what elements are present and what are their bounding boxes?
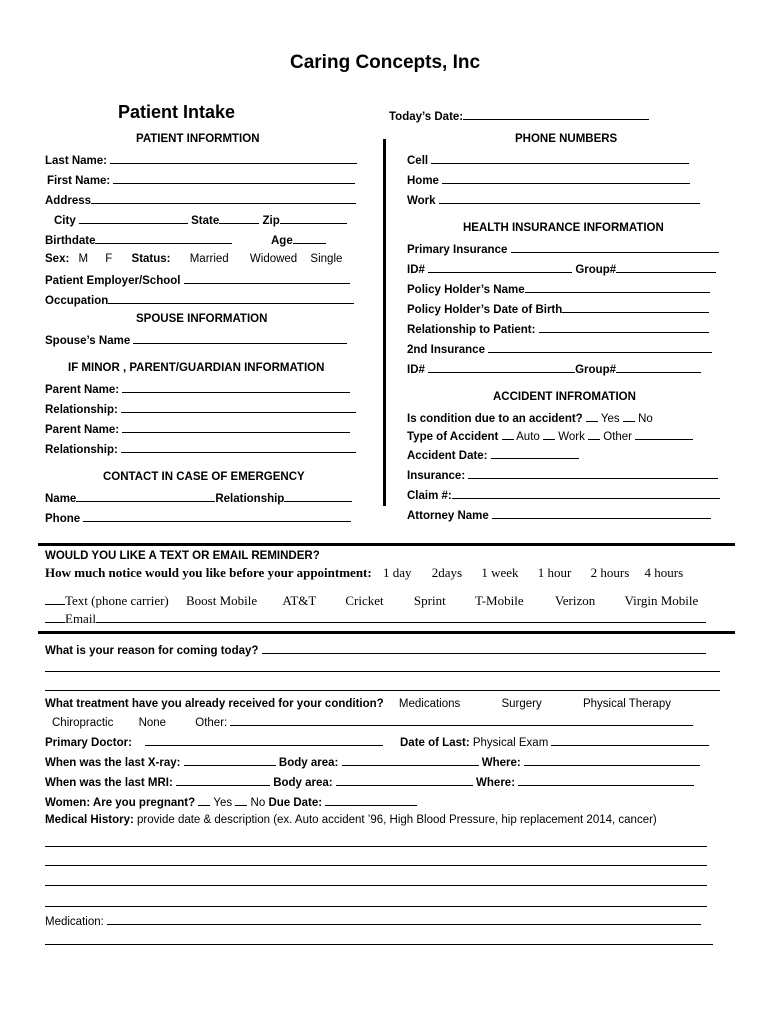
- carrier-boost[interactable]: Boost Mobile: [186, 593, 258, 608]
- treatment-row[interactable]: [45, 697, 671, 711]
- primary-doctor-label: Primary Doctor:: [45, 737, 132, 749]
- work-field[interactable]: [407, 192, 700, 208]
- status-option-widowed[interactable]: Widowed: [249, 253, 298, 265]
- sex-option-m[interactable]: M: [78, 253, 89, 265]
- parent-name-2-field[interactable]: [45, 421, 350, 437]
- employer-field[interactable]: [45, 272, 350, 288]
- mri-label: When was the last MRI:: [45, 777, 173, 789]
- parent-name-1-field[interactable]: [45, 381, 350, 397]
- medical-history-label: Medical History:: [45, 814, 134, 826]
- last-name-label: Last Name:: [45, 155, 107, 167]
- work-label: Work: [407, 195, 436, 207]
- carrier-row[interactable]: [45, 593, 698, 609]
- insurance-id-label: ID#: [407, 264, 425, 276]
- policy-holder-dob-field[interactable]: [407, 301, 709, 317]
- carrier-virgin[interactable]: Virgin Mobile: [624, 593, 699, 608]
- sex-label: Sex:: [45, 253, 70, 265]
- column-divider: [383, 139, 386, 506]
- xray-where-label: Where:: [481, 757, 521, 769]
- mri-where-label: Where:: [476, 777, 516, 789]
- age-field[interactable]: [271, 232, 326, 248]
- emergency-relationship-label: Relationship: [215, 493, 285, 505]
- emergency-phone-label: Phone: [45, 513, 81, 525]
- history-line-2[interactable]: [45, 865, 707, 866]
- accident-no-option[interactable]: No: [638, 413, 653, 425]
- employer-label: Patient Employer/School: [45, 275, 181, 287]
- attorney-label: Attorney Name: [407, 510, 489, 522]
- medical-history-row: [45, 813, 657, 827]
- minor-info-heading: IF MINOR , PARENT/GUARDIAN INFORMATION: [68, 362, 325, 374]
- status-option-single[interactable]: Single: [310, 253, 343, 265]
- mri-row[interactable]: [45, 774, 694, 790]
- emergency-name-label: Name: [45, 493, 77, 505]
- carrier-verizon[interactable]: Verizon: [554, 593, 596, 608]
- age-label: Age: [271, 235, 293, 247]
- due-date-label: Due Date:: [268, 797, 323, 809]
- treatment-medications[interactable]: Medications: [398, 698, 461, 710]
- notice-option-1-week[interactable]: 1 week: [481, 565, 519, 580]
- claim-label: Claim #:: [407, 490, 452, 502]
- pregnant-row[interactable]: [45, 794, 417, 810]
- state-label: State: [191, 215, 220, 227]
- reason-line-3: [45, 690, 720, 691]
- parent-name-2-label: Parent Name:: [45, 424, 120, 436]
- birthdate-field[interactable]: [45, 232, 232, 248]
- history-line-4[interactable]: [45, 906, 707, 907]
- policy-holder-name-field[interactable]: [407, 281, 710, 297]
- accident-question-row[interactable]: [407, 410, 653, 426]
- home-label: Home: [407, 175, 439, 187]
- relationship-2-field[interactable]: [45, 441, 356, 457]
- emergency-heading: CONTACT IN CASE OF EMERGENCY: [103, 471, 305, 483]
- notice-option-1-day[interactable]: 1 day: [382, 565, 412, 580]
- sex-status-row[interactable]: [45, 252, 342, 266]
- parent-name-1-label: Parent Name:: [45, 384, 120, 396]
- status-label: Status:: [131, 253, 171, 265]
- occupation-label: Occupation: [45, 295, 109, 307]
- xray-label: When was the last X-ray:: [45, 757, 181, 769]
- insurance-group2-label: Group#: [575, 364, 616, 376]
- insurance-id2-label: ID#: [407, 364, 425, 376]
- first-name-label: First Name:: [47, 175, 111, 187]
- treatment-physical-therapy[interactable]: Physical Therapy: [582, 698, 671, 710]
- accident-insurance-label: Insurance:: [407, 470, 466, 482]
- section-divider-top: [38, 543, 735, 546]
- date-of-last-label: Date of Last:: [400, 737, 470, 749]
- history-line-1[interactable]: [45, 846, 707, 847]
- todays-date-label: Today’s Date:: [389, 111, 464, 123]
- emergency-phone-field[interactable]: [45, 510, 351, 526]
- spouse-name-label: Spouse’s Name: [45, 335, 131, 347]
- accident-other-option[interactable]: Other: [603, 431, 633, 443]
- primary-doctor-field[interactable]: [45, 734, 383, 750]
- text-reminder-label: Text (phone carrier): [65, 593, 169, 608]
- notice-label: How much notice would you like before your appointment:: [45, 565, 372, 580]
- spouse-name-field[interactable]: [45, 332, 347, 348]
- history-line-3[interactable]: [45, 885, 707, 886]
- address-field[interactable]: [45, 192, 356, 208]
- insurance-id2-row[interactable]: [407, 361, 701, 377]
- medication-label: Medication:: [45, 916, 104, 928]
- second-insurance-field[interactable]: [407, 341, 712, 357]
- cell-label: Cell: [407, 155, 429, 167]
- carrier-sprint[interactable]: Sprint: [413, 593, 446, 608]
- form-title: Patient Intake: [118, 102, 236, 122]
- accident-auto-option[interactable]: Auto: [516, 431, 540, 443]
- notice-option-2-days[interactable]: 2days: [431, 565, 463, 580]
- relationship-to-patient-field[interactable]: [407, 321, 709, 337]
- xray-row[interactable]: [45, 754, 700, 770]
- relationship-2-label: Relationship:: [45, 444, 118, 456]
- email-reminder-label: Email: [65, 611, 97, 626]
- date-of-last-field[interactable]: [400, 734, 709, 750]
- cell-field[interactable]: [407, 152, 689, 168]
- accident-yes-option[interactable]: Yes: [600, 413, 620, 425]
- last-name-field[interactable]: [45, 152, 357, 168]
- accident-question-label: Is condition due to an accident?: [407, 413, 583, 425]
- claim-field[interactable]: [407, 487, 720, 503]
- relationship-1-label: Relationship:: [45, 404, 118, 416]
- phone-numbers-heading: PHONE NUMBERS: [515, 133, 618, 145]
- policy-holder-dob-label: Policy Holder’s Date of Birth: [407, 304, 563, 316]
- reminder-question: WOULD YOU LIKE A TEXT OR EMAIL REMINDER?: [45, 550, 320, 562]
- medication-field[interactable]: [45, 913, 701, 929]
- notice-option-1-hour[interactable]: 1 hour: [537, 565, 572, 580]
- accident-type-label: Type of Accident: [407, 431, 499, 443]
- city-label: City: [54, 215, 76, 227]
- medical-history-hint: provide date & description (ex. Auto accident ’96, High Blood Pressure, hip replacement 2014, cancer): [137, 814, 657, 826]
- primary-insurance-label: Primary Insurance: [407, 244, 508, 256]
- policy-holder-name-label: Policy Holder’s Name: [407, 284, 525, 296]
- company-name: Caring Concepts, Inc: [290, 52, 481, 73]
- treatment-label: What treatment have you already received for your condition?: [45, 698, 384, 710]
- emergency-name-row[interactable]: [45, 490, 352, 506]
- address-label: Address: [45, 195, 92, 207]
- treatment-row-2[interactable]: [52, 714, 693, 730]
- birthdate-label: Birthdate: [45, 235, 96, 247]
- patient-info-heading: PATIENT INFORMTION: [136, 133, 260, 145]
- insurance-heading: HEALTH INSURANCE INFORMATION: [463, 222, 664, 234]
- notice-row[interactable]: [45, 565, 683, 581]
- relationship-to-patient-label: Relationship to Patient:: [407, 324, 536, 336]
- accident-date-label: Accident Date:: [407, 450, 488, 462]
- pregnant-label: Women: Are you pregnant?: [45, 797, 196, 809]
- occupation-field[interactable]: [45, 292, 354, 308]
- home-field[interactable]: [407, 172, 690, 188]
- notice-option-2-hours[interactable]: 2 hours: [590, 565, 630, 580]
- status-option-married[interactable]: Married: [189, 253, 229, 265]
- medication-line-2[interactable]: [45, 944, 713, 945]
- insurance-id-row[interactable]: [407, 261, 716, 277]
- pregnant-no-option[interactable]: No: [250, 797, 266, 809]
- accident-date-field[interactable]: [407, 447, 579, 463]
- spouse-info-heading: SPOUSE INFORMATION: [136, 313, 268, 325]
- accident-type-row[interactable]: [407, 428, 693, 444]
- insurance-group-label: Group#: [575, 264, 617, 276]
- section-divider-bottom: [38, 631, 735, 634]
- second-insurance-label: 2nd Insurance: [407, 344, 485, 356]
- reason-field[interactable]: [45, 642, 706, 658]
- physical-exam-label: Physical Exam: [472, 737, 549, 749]
- xray-body-area-label: Body area:: [278, 757, 339, 769]
- city-state-zip-row[interactable]: [54, 212, 347, 228]
- carrier-cricket[interactable]: Cricket: [345, 593, 384, 608]
- treatment-chiropractic[interactable]: Chiropractic: [52, 717, 114, 729]
- treatment-other-label: Other:: [195, 717, 228, 729]
- sex-option-f[interactable]: F: [105, 253, 113, 265]
- accident-work-option[interactable]: Work: [558, 431, 585, 443]
- treatment-surgery[interactable]: Surgery: [501, 698, 542, 710]
- carrier-att[interactable]: AT&T: [282, 593, 317, 608]
- reason-label: What is your reason for coming today?: [45, 645, 259, 657]
- todays-date-field[interactable]: [389, 108, 649, 124]
- carrier-tmobile[interactable]: T-Mobile: [474, 593, 524, 608]
- treatment-none[interactable]: None: [138, 717, 167, 729]
- attorney-field[interactable]: [407, 507, 711, 523]
- zip-label: Zip: [262, 215, 280, 227]
- relationship-1-field[interactable]: [45, 401, 356, 417]
- accident-insurance-field[interactable]: [407, 467, 718, 483]
- email-reminder-field[interactable]: [45, 611, 706, 627]
- accident-heading: ACCIDENT INFROMATION: [493, 391, 636, 403]
- primary-insurance-field[interactable]: [407, 241, 719, 257]
- pregnant-yes-option[interactable]: Yes: [213, 797, 233, 809]
- reason-line-2: [45, 671, 720, 672]
- notice-option-4-hours[interactable]: 4 hours: [644, 565, 684, 580]
- mri-body-area-label: Body area:: [273, 777, 333, 789]
- first-name-field[interactable]: [47, 172, 355, 188]
